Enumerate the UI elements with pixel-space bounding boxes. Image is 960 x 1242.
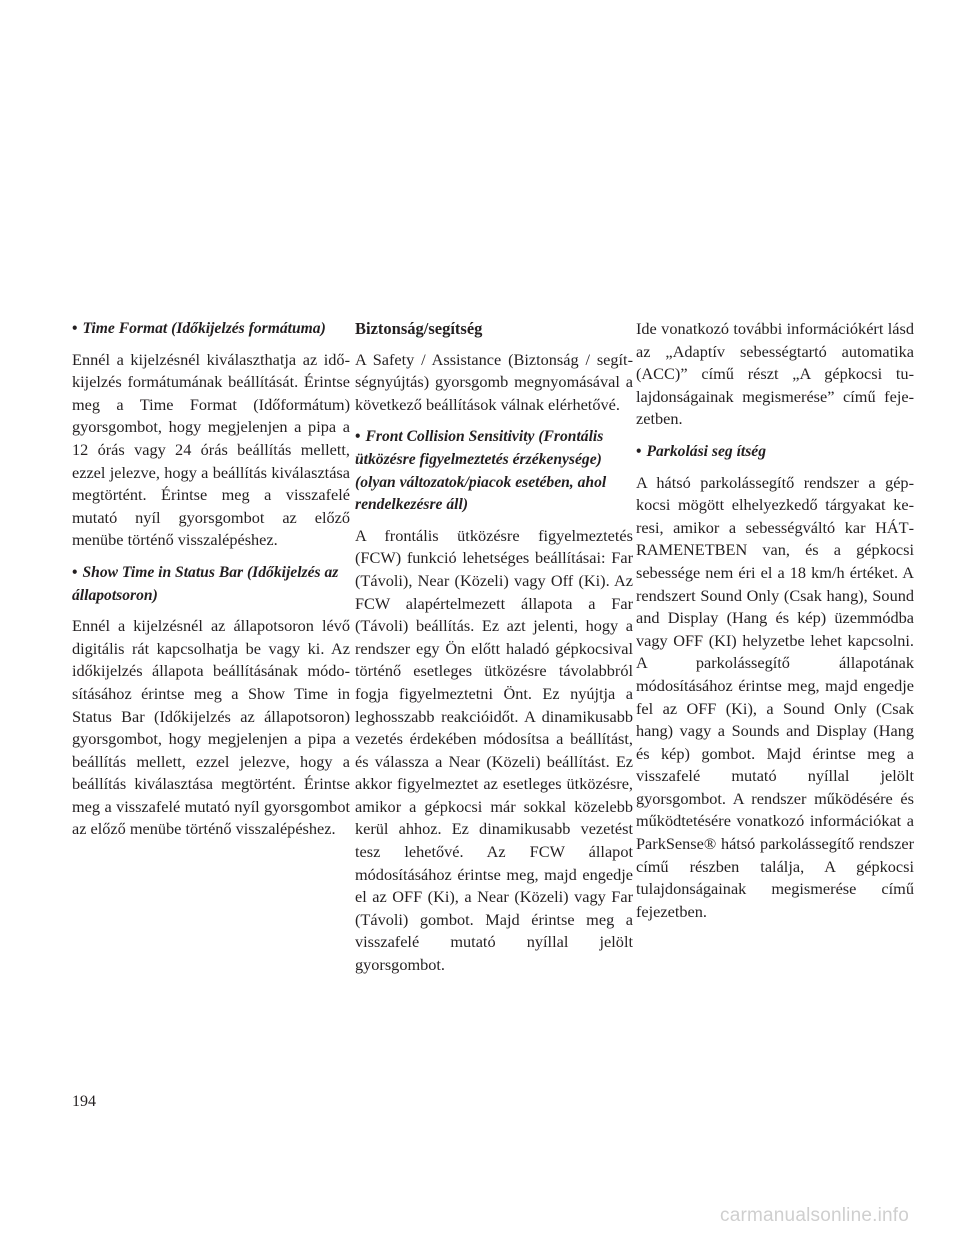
time-format-heading bbox=[72, 318, 350, 341]
safety-section-heading: Biztonság/segítség bbox=[355, 319, 483, 338]
acc-note-paragraph: Ide vonatkozó további információkért lásd az „Adaptív sebességtartó automatika (ACC)” című részt „A gépkocsi tulajdonságainak megismerése” című fejezetben. bbox=[636, 319, 914, 429]
parking-assist-paragraph: A hátsó parkolássegítő rendszer a gépkocsi mögött elhelyezkedő tárgyakat keresi, amikor a sebességváltó kar HÁTRAMENETBEN van, és a gépkocsi sebessége nem éri el a 18 km/h értéket. A rendszert Sound Only (Csak hang), Sound and Display (Hang és kép) üzemmódba vagy OFF (KI) helyzetbe lehet kapcsolni. A parkolássegítő állapotának módosításához érintse meg, majd engedje fel az OFF (Ki), a Sound Only (Csak hang) vagy a Sounds and Display (Hang és kép) gombot. Majd érintse meg a visszafelé mutató nyíllal jelölt gyorsgombot. A rendszer működésére és működtetésére vonatkozó információkat a ParkSense® hátsó parkolássegítő rendszer című részben találja, A gépkocsi tulajdonságainak megismerése című fejezetben. bbox=[636, 472, 914, 921]
fcw-heading-text: Front Collision Sensitivity (Frontális ütközésre figyelmeztetés érzékenysége) (olyan változatok/piacok esetében, ahol rendelkezésre áll) bbox=[355, 428, 607, 514]
fcw-paragraph: A frontális ütközésre figyelmeztetés (FCW) funkció lehetséges beállításai: Far (Távoli), Near (Közeli) vagy Off (Ki). Az FCW alapértelmezett állapota a Far (Távoli) beállítás. Ez azt jelenti, hogy a rendszer egy Ön előtt haladó gépkocsival történő esetleges ütközésre távolabbról fogja figyelmeztetni Önt. Ez nyújtja a leghosszabb reakcióidőt. A dinamikusabb vezetés érdekében módosítsa a beállítást, és válassza a Near (Közeli) beállítást. Ez akkor figyelmeztet az esetleges ütközésre, amikor a gépkocsi már sokkal közelebb kerül ahhoz. Ez dinamikusabb vezetést tesz lehetővé. Az FCW állapot módosításához érintse meg, majd engedje el az OFF (Ki), a Near (Közeli) vagy Far (Távoli) gombot. Majd érintse meg a visszafelé mutató nyíllal jelölt gyorsgombot. bbox=[355, 525, 633, 975]
parking-assist-heading bbox=[636, 441, 914, 464]
page-number: 194 bbox=[72, 1093, 96, 1110]
show-time-paragraph: Ennél a kijelzésnél az állapotsoron lévő digitális rát kapcsolhatja be vagy ki. Az időkijelzés állapota beállításának módosításához érintse meg a Show Time in Status Bar (Időkijelzés az állapotsoron) gyorsgombot, hogy megjelenjen a pipa a beállítás mellett, ezzel jelezve, hogy a beállítás kiválasztása megtörtént. Érintse meg a visszafelé mutató nyíl gyorsgombot az előző menübe történő visszalépéshez. bbox=[72, 616, 350, 839]
right-column bbox=[636, 318, 914, 933]
footer-watermark: carmanualsonline.info bbox=[720, 1205, 910, 1226]
bullet-icon: • bbox=[72, 563, 78, 581]
show-time-heading bbox=[72, 562, 350, 607]
show-time-heading-text: Show Time in Status Bar (Időkijelzés az állapotsoron) bbox=[72, 563, 339, 604]
bullet-icon: • bbox=[72, 320, 78, 337]
middle-column bbox=[355, 318, 633, 987]
parking-assist-heading-text: Parkolási seg ítség bbox=[646, 442, 767, 460]
safety-intro-paragraph: A Safety / Assistance (Biztonság / segítségnyújtás) gyorsgomb megnyomásával a következő beállítások válnak elérhetővé. bbox=[355, 349, 633, 414]
time-format-heading-text: Time Format (Időkijelzés formátuma) bbox=[82, 320, 326, 337]
fcw-heading bbox=[355, 426, 633, 516]
bullet-icon: • bbox=[355, 428, 361, 446]
left-column bbox=[72, 318, 350, 851]
bullet-icon: • bbox=[636, 442, 642, 460]
time-format-paragraph: Ennél a kijelzésnél kiválaszthatja az időkijelzés formátumának beállítását. Érintse meg a Time Format (Időformátum) gyorsgombot, hogy megjelenjen a pipa a 12 órás vagy 24 órás beállítás mellett, ezzel jelezve, hogy a beállítás kiválasztása megtörtént. Érintse meg a visszafelé mutató nyíl gyorsgombot az előző menübe történő visszalépéshez. bbox=[72, 349, 350, 550]
